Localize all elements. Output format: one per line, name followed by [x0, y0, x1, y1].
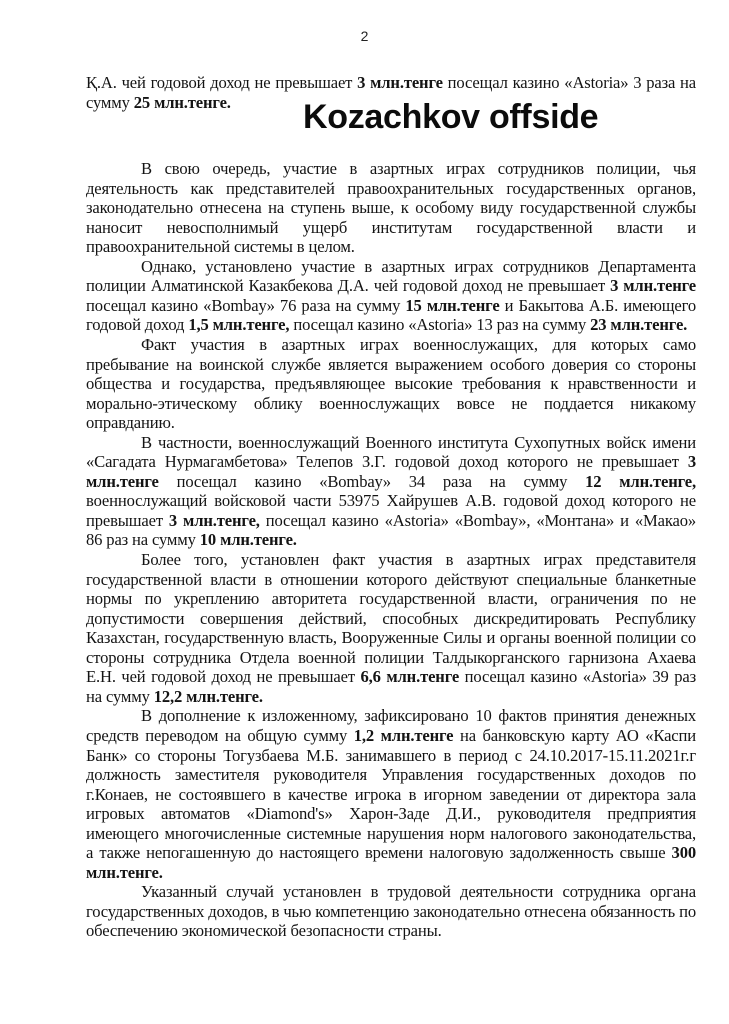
- paragraph-text: Однако, установлено участие в азартных играх сотрудников Департамента полиции Алматинской Казакбекова Д.А. чей годовой доход не превышает: [86, 256, 696, 296]
- paragraph-almaty-police-officers: [86, 257, 696, 335]
- bold-amount-text: 23 млн.тенге.: [590, 315, 688, 335]
- bold-amount-text: 3 млн.тенге: [610, 276, 696, 296]
- paragraph-text: на банковскую карту АО «Каспи Банк» со стороны Тогузбаева М.Б. занимавшего в период с 24.10.2017-15.11.2021г.г должность заместителя руководителя Управления государственных доходов по г.Конаев, не состоявшего в качестве игрока в игорном заведении от директора зала игровых автоматов «Diamond's» Харон-Заде Д.И., руководителя предприятия имеющего многочисленные системные нарушения норм налогового законодательства, а также непогашенную до настоящего времени налоговую задолженность свыше: [86, 725, 696, 863]
- paragraph-text: посещал казино «Bombay» 76 раза на сумму: [86, 295, 406, 315]
- page-number: 2: [360, 28, 369, 44]
- paragraph-military-officers-cases: [86, 433, 696, 550]
- bold-amount-text: 10 млн.тенге.: [199, 530, 297, 550]
- paragraph-text: посещал казино «Astoria» «Bombay», «Монтана» и «Макао» 86 раз на сумму: [86, 510, 696, 550]
- paragraph-text: посещал казино «Bombay» 34 раза на сумму: [158, 471, 586, 491]
- bold-amount-text: 3 млн.тенге,: [168, 510, 260, 530]
- paragraph-military-gambling: [86, 335, 696, 433]
- paragraph-police-gambling-intro: [86, 159, 696, 257]
- paragraph-text: Қ.А. чей годовой доход не превышает: [86, 73, 358, 92]
- paragraph-conclusion: [86, 882, 696, 941]
- bold-amount-text: 25 млн.тенге.: [133, 92, 231, 112]
- paragraph-text: Указанный случай установлен в трудовой деятельности сотрудника органа государственных доходов, в чью компетенцию законодательно отнесена обязанность по обеспечению экономической безопасности страны.: [86, 882, 696, 941]
- bold-amount-text: 6,6 млн.тенге: [360, 667, 460, 687]
- paragraph-text: В частности, военнослужащий Военного института Сухопутных войск имени «Сагадата Нурмагамбетова» Телепов З.Г. годовой доход которого не превышает: [86, 432, 696, 472]
- bold-amount-text: 1,5 млн.тенге,: [188, 315, 290, 335]
- paragraph-text: В дополнение к изложенному, зафиксировано 10 фактов принятия денежных средств переводом на общую сумму: [86, 706, 696, 745]
- bold-amount-text: 3 млн.тенге: [86, 452, 696, 491]
- paragraph-text: и Бакытова А.Б. имеющего годовой доход: [86, 295, 696, 335]
- paragraph-text: посещал казино «Astoria» 13 раз на сумму: [289, 315, 591, 335]
- paragraph-text: В свою очередь, участие в азартных играх сотрудников полиции, чья деятельность как представителей правоохранительных государственных органов, законодательно отнесена на ступень выше, к особому виду государственной службы наносит невосполнимый ущерб институтам государственной власти и правоохранительной системы в целом.: [86, 159, 696, 257]
- paragraph-text: Факт участия в азартных играх военнослужащих, для которых само пребывание на воинской службе является выражением особого доверия со стороны общества и государства, предъявляющее высокие требования к нравственности и морально-этическому облику военнослужащих вовсе не поддается никакому оправданию.: [86, 335, 696, 433]
- bold-amount-text: 1,2 млн.тенге: [353, 725, 454, 745]
- bold-amount-text: 300 млн.тенге.: [86, 843, 696, 882]
- document-body: [86, 73, 696, 941]
- bold-amount-text: 12 млн.тенге,: [585, 471, 696, 491]
- overlay-caption: Kozachkov offside: [303, 98, 599, 136]
- bold-amount-text: 12,2 млн.тенге.: [153, 686, 263, 706]
- bold-amount-text: 3 млн.тенге: [357, 73, 443, 92]
- paragraph-text: посещал казино «Astoria» 39 раз на сумму: [86, 667, 696, 706]
- paragraph-military-police-case: [86, 550, 696, 706]
- paragraph-text: Более того, установлен факт участия в азартных играх представителя государственной власти в отношении которого действуют специальные бланкетные нормы по укреплению авторитета государственной власти, ограничения по не допустимости совершения действий, способных дискредитировать Республику Казахстан, государственную власть, Вооруженные Силы и органы военной полиции со стороны сотрудника Отдела военной полиции Талдыкорганского гарнизона Ахаева Е.Н. чей годовой доход не превышает: [86, 550, 696, 687]
- bold-amount-text: 15 млн.тенге: [405, 295, 500, 315]
- paragraph-tax-official-transfers: [86, 706, 696, 882]
- paragraph-text: военнослужащий войсковой части 53975 Хайрушев А.В. годовой доход которого не превышает: [86, 491, 696, 530]
- paragraph-text: посещал казино «Astoria» 3 раза на сумму: [86, 73, 696, 112]
